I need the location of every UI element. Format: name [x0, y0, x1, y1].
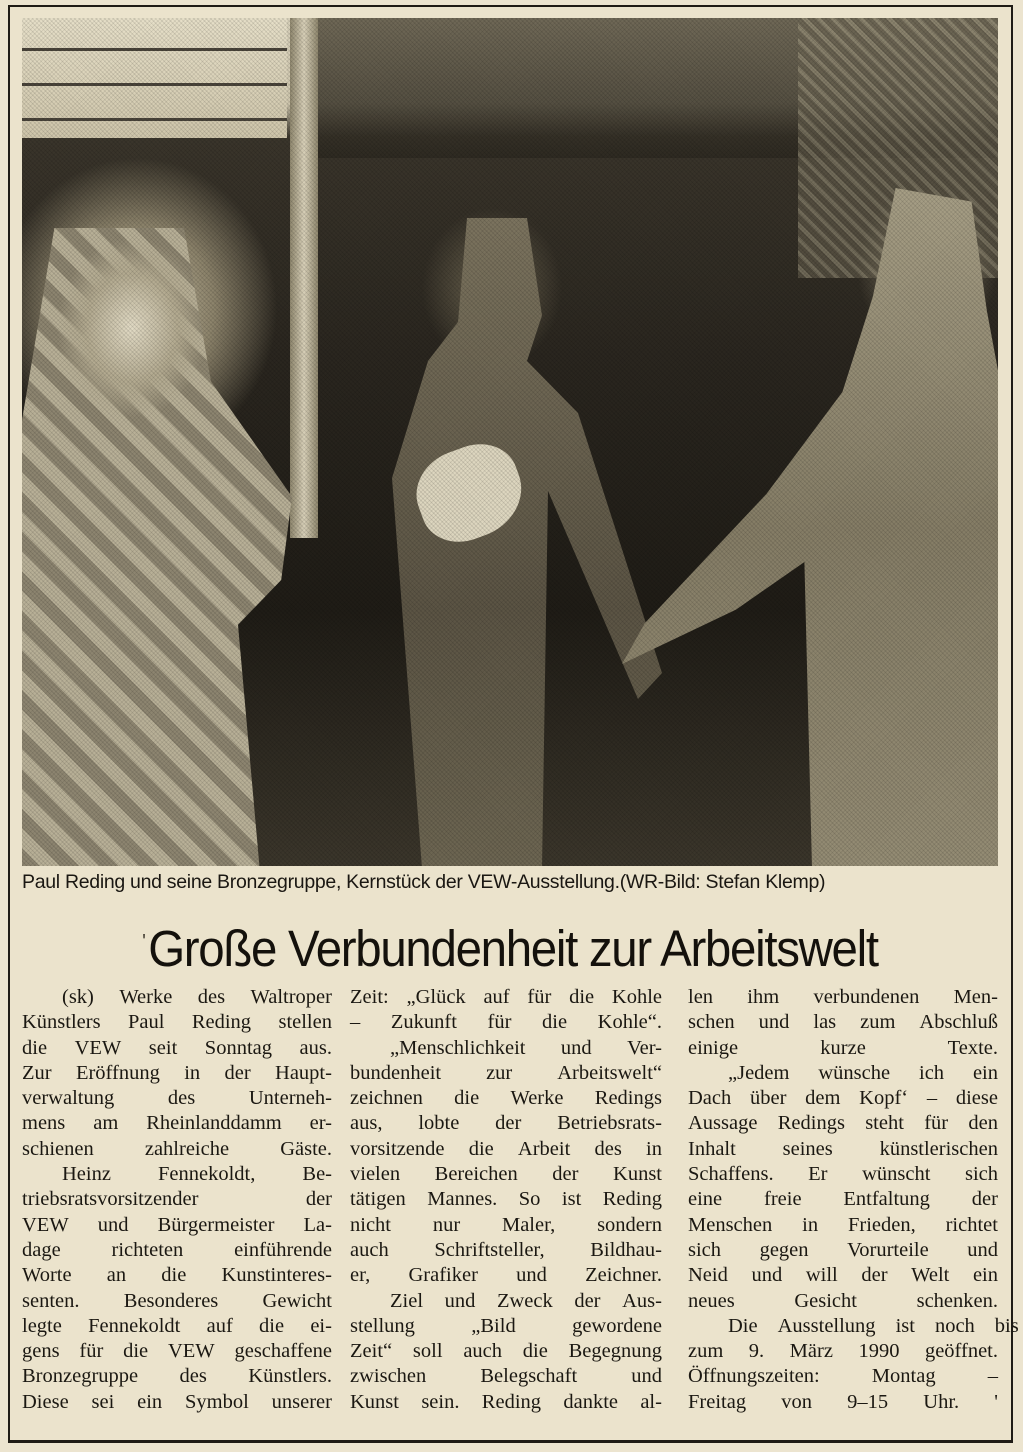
- article-line: Zeit: „Glück auf für die Kohle: [350, 986, 662, 1008]
- article-line: auch Schriftsteller, Bildhau-: [350, 1238, 662, 1261]
- article-line: „Menschlichkeit und Ver-: [390, 1036, 662, 1059]
- article-line: Freitag von 9–15 Uhr. ': [688, 1390, 998, 1413]
- article-line: Künstlers Paul Reding stellen: [22, 1011, 332, 1034]
- article-line: Heinz Fennekoldt, Be-: [62, 1163, 332, 1186]
- article-line: vielen Bereichen der Kunst: [350, 1163, 662, 1186]
- article-line: senten. Besonderes Gewicht: [22, 1289, 332, 1312]
- artist-figure: [22, 228, 292, 866]
- article-line: neues Gesicht schenken.: [688, 1289, 998, 1312]
- article-line: gens für die VEW geschaffene: [22, 1340, 332, 1363]
- article-line: nicht nur Maler, sondern: [350, 1213, 662, 1236]
- article-column-1: [22, 985, 332, 1415]
- article-line: legte Fennekoldt auf die ei-: [22, 1314, 332, 1337]
- article-line: (sk) Werke des Waltroper: [62, 986, 332, 1008]
- article-line: Inhalt seines künstlerischen: [688, 1137, 998, 1160]
- article-line: Die Ausstellung ist noch bis: [728, 1314, 1019, 1337]
- headline: [56, 906, 964, 985]
- article-line: Diese sei ein Symbol unserer: [22, 1390, 332, 1413]
- article-line: vorsitzende die Arbeit des in: [350, 1137, 662, 1160]
- article-line: Zeit“ soll auch die Begegnung: [350, 1340, 662, 1363]
- article-line: – Zukunft für die Kohle“.: [350, 1011, 662, 1034]
- article-line: Ziel und Zweck der Aus-: [390, 1289, 662, 1312]
- article-line: tätigen Mannes. So ist Reding: [350, 1188, 662, 1211]
- article-column-2: [350, 985, 662, 1415]
- article-line: mens am Rheinlanddamm er-: [22, 1112, 332, 1135]
- article-line: Schaffens. Er wünscht sich: [688, 1163, 998, 1186]
- article-line: triebsratsvorsitzender der: [22, 1188, 332, 1211]
- photo-caption: Paul Reding und seine Bronzegruppe, Kernstück der VEW-Ausstellung.(WR-Bild: Stefan Klemp): [22, 871, 826, 893]
- article-line: Neid und will der Welt ein: [688, 1264, 998, 1287]
- article-line: zwischen Belegschaft und: [350, 1365, 662, 1388]
- article-line: bundenheit zur Arbeitswelt“: [350, 1061, 662, 1084]
- article-photo: [22, 18, 998, 866]
- bronze-figure-right: [622, 188, 998, 866]
- article-line: len ihm verbundenen Men-: [688, 986, 998, 1008]
- article-line: eine freie Entfaltung der: [688, 1188, 998, 1211]
- article-column-3: [688, 985, 1019, 1415]
- article-line: Dach über dem Kopf‘ – diese: [688, 1087, 998, 1110]
- bronze-figure-left: [362, 218, 662, 866]
- article-line: Zur Eröffnung in der Haupt-: [22, 1061, 332, 1084]
- article-line: VEW und Bürgermeister La-: [22, 1213, 332, 1236]
- article-line: Aussage Redings steht für den: [688, 1112, 998, 1135]
- article-line: Kunst sein. Reding dankte al-: [350, 1390, 662, 1413]
- pillar: [290, 18, 318, 538]
- article-line: Worte an die Kunstinteres-: [22, 1264, 332, 1287]
- article-line: zeichnen die Werke Redings: [350, 1087, 662, 1110]
- headline-text: Große Verbundenheit zur Arbeitswelt: [148, 920, 878, 977]
- article-line: „Jedem wünsche ich ein: [728, 1061, 998, 1084]
- article-line: einige kurze Texte.: [688, 1036, 998, 1059]
- article-line: schen und las zum Abschluß: [688, 1011, 998, 1034]
- ceiling-lamp: [22, 18, 287, 138]
- article-line: dage richteten einführende: [22, 1238, 332, 1261]
- article-line: verwaltung des Unterneh-: [22, 1087, 332, 1110]
- article-line: aus, lobte der Betriebsrats-: [350, 1112, 662, 1135]
- article-line: sich gegen Vorurteile und: [688, 1238, 998, 1261]
- article-line: Menschen in Frieden, richtet: [688, 1213, 998, 1236]
- article-line: schienen zahlreiche Gäste.: [22, 1137, 332, 1160]
- article-line: die VEW seit Sonntag aus.: [22, 1036, 332, 1059]
- article-line: Öffnungszeiten: Montag –: [688, 1365, 998, 1388]
- article-line: Bronzegruppe des Künstlers.: [22, 1365, 332, 1388]
- article-line: zum 9. März 1990 geöffnet.: [688, 1340, 998, 1363]
- headline-mark: ': [142, 931, 145, 953]
- article-line: er, Grafiker und Zeichner.: [350, 1264, 662, 1287]
- article-line: stellung „Bild gewordene: [350, 1314, 662, 1337]
